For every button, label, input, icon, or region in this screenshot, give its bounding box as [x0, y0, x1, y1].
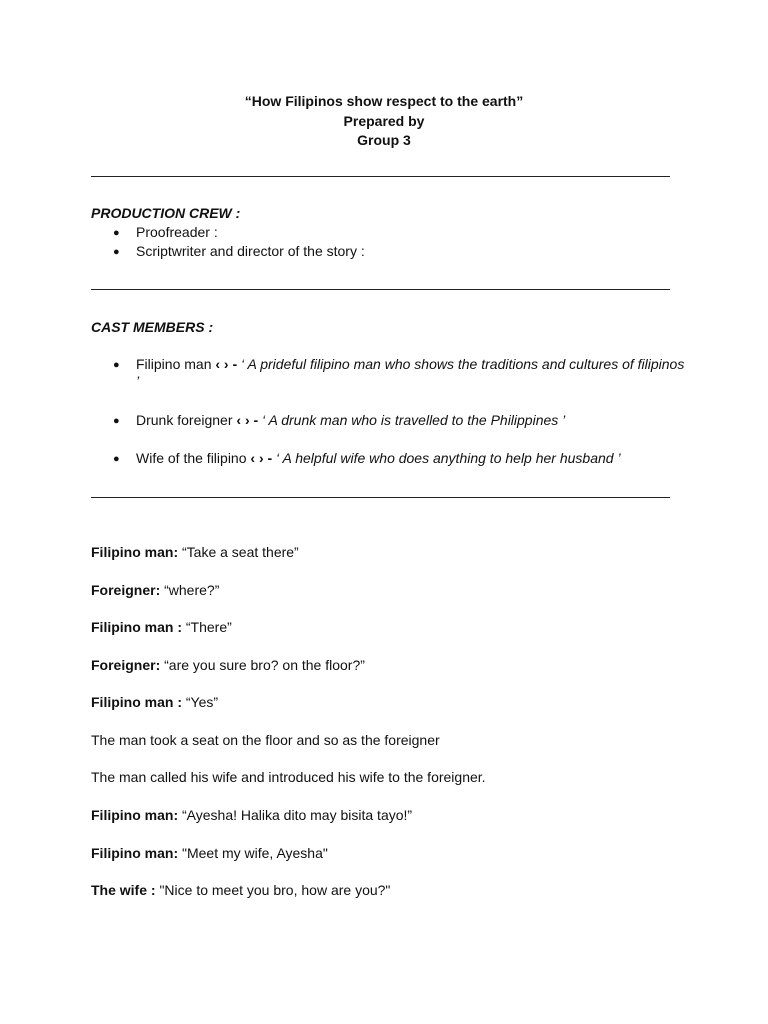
script-line: [91, 582, 691, 598]
speaker: Filipino man:: [91, 807, 179, 823]
speaker: Foreigner:: [91, 582, 161, 598]
script-line: [91, 807, 691, 823]
cast-item: [136, 356, 686, 390]
speaker: Filipino man :: [91, 694, 182, 710]
bullet-icon: ●: [113, 227, 120, 239]
script-line: [91, 544, 691, 560]
cast-separator: ‹ › -: [246, 450, 277, 466]
production-crew-heading: PRODUCTION CREW :: [91, 205, 241, 221]
bullet-icon: ●: [113, 453, 120, 465]
speaker: Filipino man :: [91, 619, 182, 635]
cast-role: Filipino man: [136, 356, 212, 372]
cast-item: [136, 450, 686, 467]
narration-line: [91, 769, 691, 785]
speaker: Filipino man:: [91, 845, 179, 861]
cast-item: [136, 412, 686, 429]
cast-description: ‘ A helpful wife who does anything to help her husband ’: [276, 450, 621, 466]
title-block: [0, 92, 768, 151]
crew-item: Scriptwriter and director of the story :: [136, 243, 365, 259]
cast-separator: ‹ › -: [211, 356, 242, 372]
cast-role: Drunk foreigner: [136, 412, 233, 428]
speaker: Foreigner:: [91, 657, 161, 673]
divider: [91, 497, 670, 498]
script-line: [91, 694, 691, 710]
script-line: [91, 845, 691, 861]
dialogue: “are you sure bro? on the floor?”: [160, 657, 365, 673]
divider: [91, 176, 670, 177]
narration: The man took a seat on the floor and so as the foreigner: [91, 732, 440, 748]
narration: The man called his wife and introduced his wife to the foreigner.: [91, 769, 486, 785]
group-name: Group 3: [357, 132, 411, 148]
cast-members-heading: CAST MEMBERS :: [91, 319, 214, 335]
cast-role: Wife of the filipino: [136, 450, 247, 466]
dialogue: “where?”: [160, 582, 220, 598]
cast-description: ‘ A prideful filipino man who shows the traditions and cultures of filipinos ’: [136, 356, 685, 389]
speaker: The wife :: [91, 882, 156, 898]
bullet-icon: ●: [113, 359, 120, 371]
script-line: [91, 619, 691, 635]
dialogue: “There”: [182, 619, 232, 635]
bullet-icon: ●: [113, 246, 120, 258]
dialogue: “Ayesha! Halika dito may bisita tayo!”: [178, 807, 413, 823]
cast-separator: ‹ › -: [232, 412, 263, 428]
script-line: [91, 657, 691, 673]
speaker: Filipino man:: [91, 544, 179, 560]
prepared-by: Prepared by: [343, 112, 425, 129]
narration-line: [91, 732, 691, 748]
crew-item: Proofreader :: [136, 224, 218, 240]
document-title: “How Filipinos show respect to the earth”: [244, 93, 524, 109]
bullet-icon: ●: [113, 415, 120, 427]
divider: [91, 289, 670, 290]
dialogue: “Yes”: [182, 694, 219, 710]
dialogue: "Meet my wife, Ayesha": [178, 845, 328, 861]
dialogue: "Nice to meet you bro, how are you?": [155, 882, 391, 898]
dialogue: “Take a seat there”: [178, 544, 299, 560]
script-line: [91, 882, 691, 898]
cast-description: ‘ A drunk man who is travelled to the Philippines ’: [262, 412, 566, 428]
